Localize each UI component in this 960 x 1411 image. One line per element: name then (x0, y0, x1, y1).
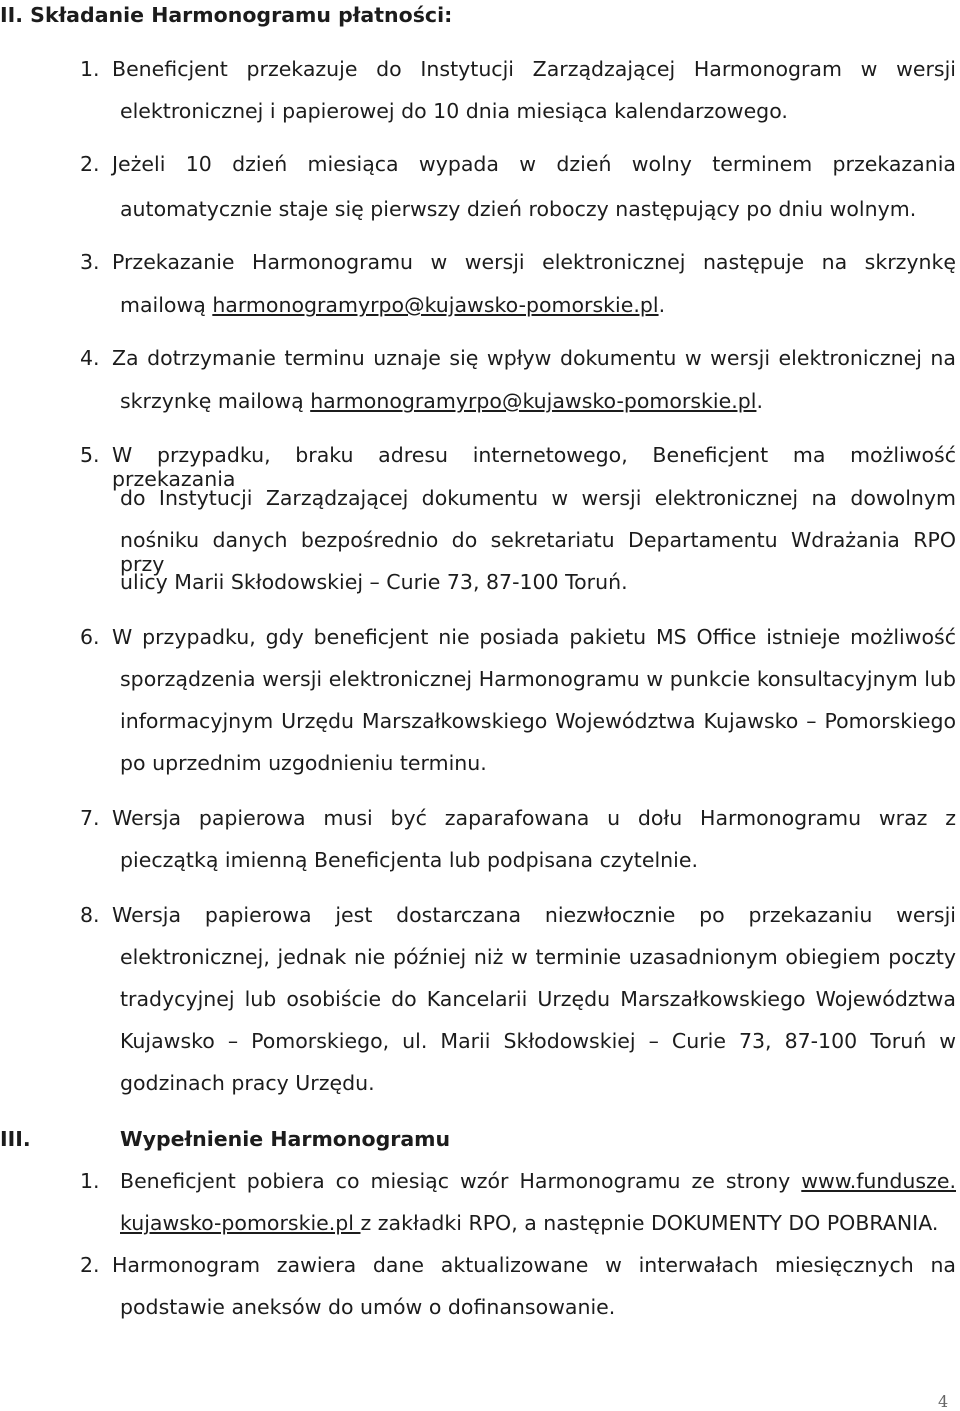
item-number: 8. (80, 903, 100, 927)
page-number: 4 (938, 1392, 949, 1411)
item-number: 4. (80, 346, 100, 370)
item-6-line-1: W przypadku, gdy beneficjent nie posiada pakietu MS Office istnieje możliwość (112, 625, 956, 649)
item-4-period: . (756, 389, 763, 413)
item-6-line-3: informacyjnym Urzędu Marszałkowskiego Województwa Kujawsko – Pomorskiego (120, 709, 956, 733)
item-2-line-2: automatycznie staje się pierwszy dzień roboczy następujący po dniu wolnym. (120, 197, 917, 221)
item-number: 5. (80, 443, 100, 467)
item-8-line-5: godzinach pracy Urzędu. (120, 1071, 375, 1095)
item-8-line-3: tradycyjnej lub osobiście do Kancelarii Urzędu Marszałkowskiego Województwa (120, 987, 956, 1011)
item-1-line-1: Beneficjent przekazuje do Instytucji Zarządzającej Harmonogram w wersji (112, 57, 956, 81)
section-3-heading: Wypełnienie Harmonogramu (120, 1127, 451, 1151)
item-5-line-3: nośniku danych bezpośrednio do sekretariatu Departamentu Wdrażania RPO przy (120, 528, 956, 576)
section-2-heading: II. Składanie Harmonogramu płatności: (0, 3, 453, 27)
item-number: 7. (80, 806, 100, 830)
item-5-line-4: ulicy Marii Skłodowskiej – Curie 73, 87-100 Toruń. (120, 570, 628, 594)
item-number: 3. (80, 250, 100, 274)
section-3-roman: III. (0, 1127, 31, 1151)
item-number: 6. (80, 625, 100, 649)
item-4-text: skrzynkę mailową (120, 389, 311, 413)
email-link[interactable]: harmonogramyrpo@kujawsko-pomorskie.pl (310, 389, 757, 413)
s3-item-1-line-1 (120, 1169, 956, 1193)
s3-item-1-text: Beneficjent pobiera co miesiąc wzór Harmonogramu ze strony (120, 1169, 802, 1193)
item-4-line-1: Za dotrzymanie terminu uznaje się wpływ dokumentu w wersji elektronicznej na (112, 346, 956, 370)
item-number: 1. (80, 1169, 100, 1193)
item-8-line-1: Wersja papierowa jest dostarczana niezwłocznie po przekazaniu wersji (112, 903, 956, 927)
item-number: 2. (80, 1253, 100, 1277)
item-4-line-2 (120, 389, 763, 413)
s3-item-1-line-2 (120, 1211, 938, 1235)
item-3-line-2 (120, 293, 665, 317)
email-link[interactable]: harmonogramyrpo@kujawsko-pomorskie.pl (212, 293, 659, 317)
website-link-continued[interactable]: kujawsko-pomorskie.pl (120, 1211, 361, 1235)
s3-item-2-line-2: podstawie aneksów do umów o dofinansowanie. (120, 1295, 616, 1319)
website-link[interactable]: www.fundusze. (801, 1169, 956, 1193)
item-number: 1. (80, 57, 100, 81)
item-8-line-2: elektronicznej, jednak nie później niż w terminie uzasadnionym obiegiem poczty (120, 945, 956, 969)
item-2-line-1: Jeżeli 10 dzień miesiąca wypada w dzień wolny terminem przekazania (112, 152, 956, 176)
item-5-line-1: W przypadku, braku adresu internetowego, Beneficjent ma możliwość przekazania (112, 443, 956, 491)
item-6-line-2: sporządzenia wersji elektronicznej Harmonogramu w punkcie konsultacyjnym lub (120, 667, 956, 691)
s3-item-2-line-1: Harmonogram zawiera dane aktualizowane w interwałach miesięcznych na (112, 1253, 956, 1277)
item-8-line-4: Kujawsko – Pomorskiego, ul. Marii Skłodowskiej – Curie 73, 87-100 Toruń w (120, 1029, 956, 1053)
item-7-line-1: Wersja papierowa musi być zaparafowana u dołu Harmonogramu wraz z (112, 806, 956, 830)
item-7-line-2: pieczątką imienną Beneficjenta lub podpisana czytelnie. (120, 848, 698, 872)
item-3-line-1: Przekazanie Harmonogramu w wersji elektronicznej następuje na skrzynkę (112, 250, 956, 274)
s3-item-1-text-2: z zakładki RPO, a następnie DOKUMENTY DO POBRANIA. (360, 1211, 939, 1235)
item-6-line-4: po uprzednim uzgodnieniu terminu. (120, 751, 487, 775)
item-3-text: mailową (120, 293, 213, 317)
item-5-line-2: do Instytucji Zarządzającej dokumentu w wersji elektronicznej na dowolnym (120, 486, 956, 510)
item-number: 2. (80, 152, 100, 176)
item-1-line-2: elektronicznej i papierowej do 10 dnia miesiąca kalendarzowego. (120, 99, 788, 123)
item-3-period: . (658, 293, 666, 317)
